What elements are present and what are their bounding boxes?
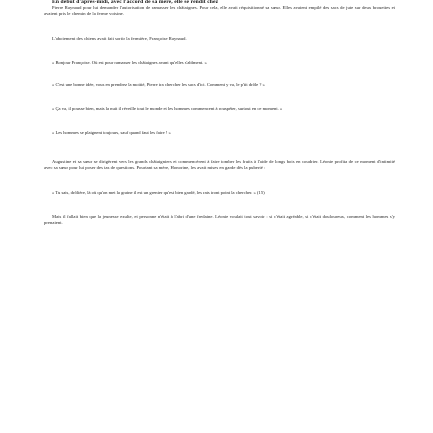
dialogue-baby: « Ça va, il pousse bien, mais la nuit il réveille tout le monde et les hommes commencent à rouspéter, surtout en ce moment. »: [52, 106, 283, 112]
paragraph-barking: L'aboiement des chiens avait fait sortir la fermière, Françoise Raynaud.: [52, 35, 187, 41]
paragraph-visit: Pierre Raynaud pour lui demander l'autorisation de ramasser les châtaignes. Pour cela, elle avait réquisitionné sa sœur. Elles avaient empilé des sacs de jute sur deux brouettes et avaient pris le chemin de la ferme voisine.: [44, 5, 395, 17]
paragraph-youth: Mais il fallait bien que la jeunesse exulte, et personne n'était à l'abri d'une fredaine. Léonie voulait tout savoir : si c'était agréable, si c'était douloureux, comment les hommes s'y prenaient.: [44, 214, 395, 226]
dialogue-good-idea: « C'est une bonne idée, vous en prendrez la moitié, Pierre ira chercher les sacs d'ici. Comment y va, le p'tit drôle ? »: [52, 81, 265, 87]
dialogue-warning: « Tu sais, drôlière, là où qu'on met la graine il est un grenier qu'est bien gardé, les rats iront point la chercher. » (15): [52, 189, 265, 195]
cut-off-top-line: En début d'après-midi, avec l'accord de sa mère, elle se rendit chez: [52, 0, 219, 4]
dialogue-greeting: « Bonjour Françoise. Où est pour ramasser les châtaignes avant qu'elles s'abîment. »: [52, 60, 207, 66]
paragraph-chestnut-trees: Augustine et sa sœur se dirigèrent vers les grands châtaigniers et commencèrent à faire tomber les fruits à l'aide de longs bois en coudrier. Léonie profita de ce moment d'intimité avec sa sœur pour lui poser des tas de questions. Pourtant sa mère, Honorine, les avait mises en garde dès la puberté :: [44, 158, 395, 171]
dialogue-men-complain: « Les hommes se plaignent toujours, sauf quand faut les faire ! »: [52, 130, 171, 136]
